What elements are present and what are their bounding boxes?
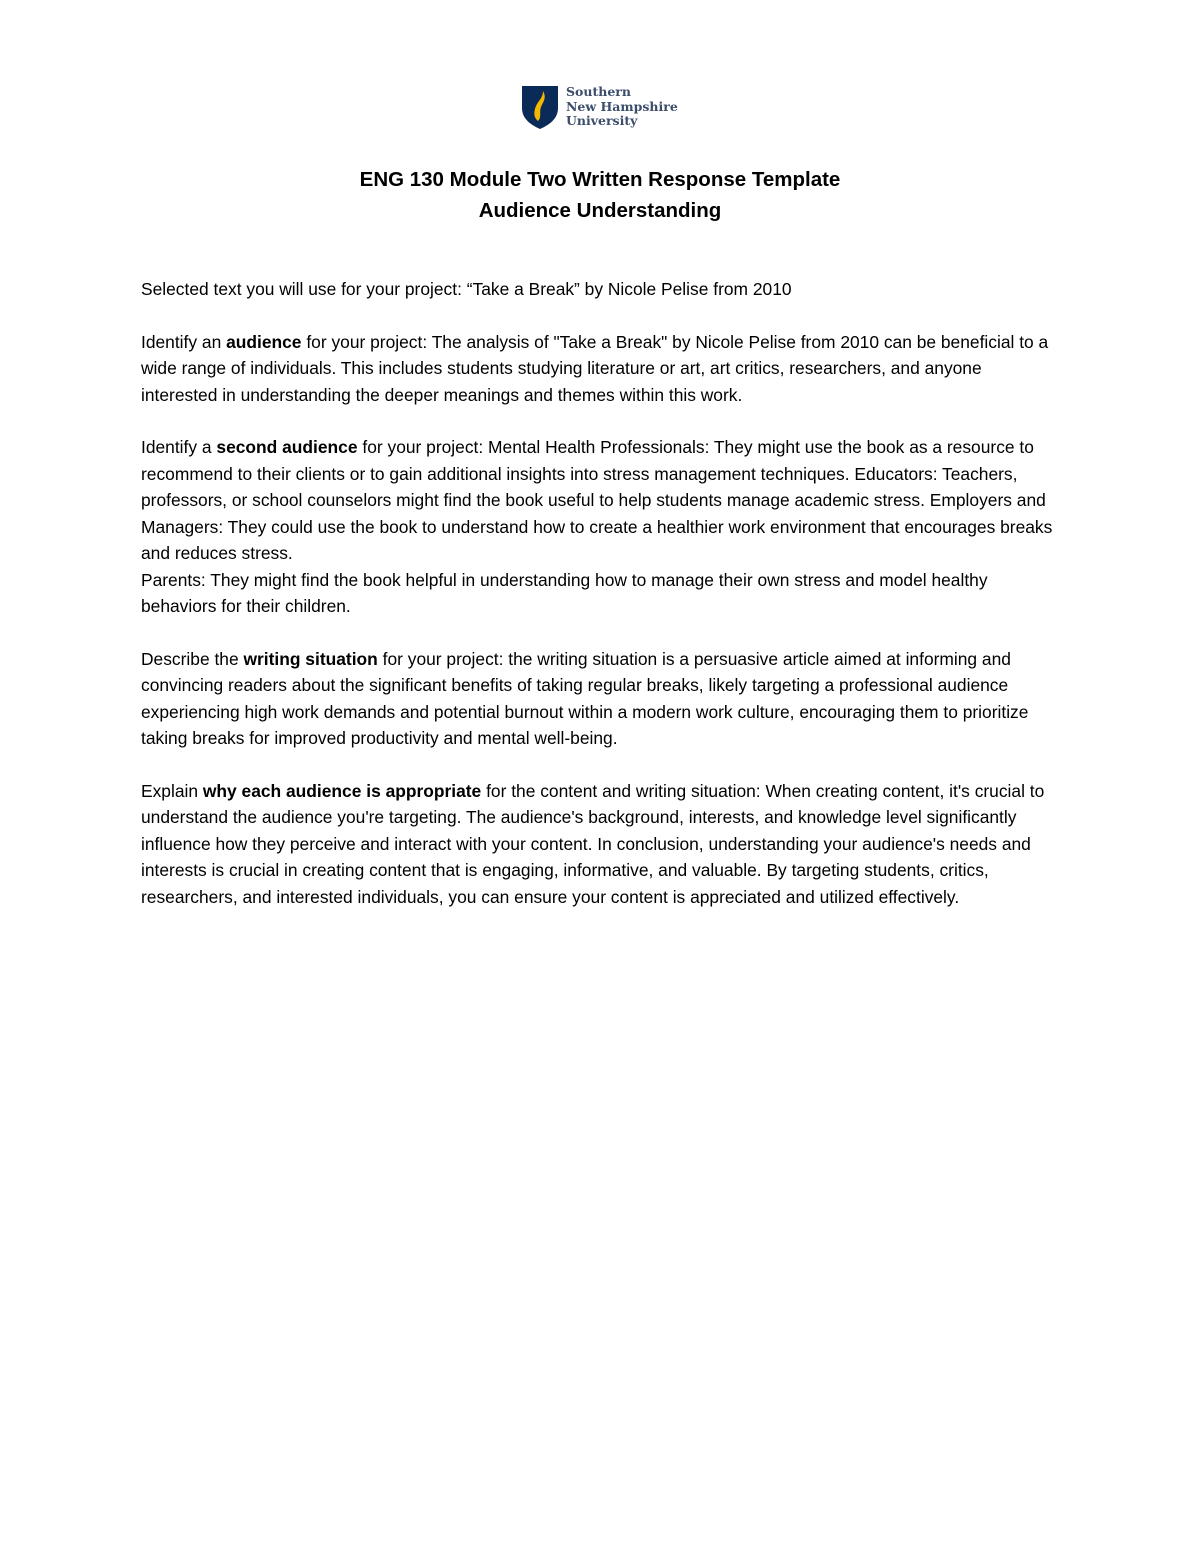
selected-text-value: “Take a Break” by Nicole Pelise from 2010 — [466, 279, 792, 299]
writing-situation-paragraph — [141, 646, 1061, 752]
logo-line-3: University — [566, 113, 638, 129]
selected-text-paragraph — [141, 276, 1061, 303]
explain-paragraph — [141, 778, 1061, 911]
writing-situation-response: the writing situation is a persuasive article aimed at informing and convincing readers about the significant benefits of taking regular breaks, likely targeting a professional audience experiencing high work demands and potential burnout within a modern work culture, encouraging them to prioritize taking breaks for improved productivity and mental well-being. — [141, 648, 1029, 748]
second-audience-response-parents: Parents: They might find the book helpful in understanding how to manage their own stress and model healthy behaviors for their children. — [141, 569, 988, 616]
audience-prompt-pre: Identify an — [141, 331, 222, 352]
writing-situation-prompt-post: for your project: — [382, 648, 504, 669]
writing-situation-prompt-pre: Describe the — [141, 648, 239, 669]
snhu-logo — [521, 84, 678, 130]
title-line-2: Audience Understanding — [478, 199, 722, 222]
second-audience-prompt-bold: second audience — [216, 437, 358, 457]
audience-paragraph — [141, 329, 1061, 409]
second-audience-prompt-pre: Identify a — [141, 437, 212, 457]
explain-response: When creating content, it's crucial to understand the audience you're targeting. The audience's background, interests, and knowledge level significantly influence how they perceive and interact with your content. In conclusion, understanding your audience's needs and interests is crucial in creating content that is engaging, informative, and valuable. By targeting students, critics, researchers, and interested individuals, you can ensure your content is appreciated and utilized effectively. — [141, 780, 1045, 907]
second-audience-prompt-post: for your project: — [362, 437, 484, 457]
logo-line-1: Southern — [566, 84, 631, 100]
audience-response: The analysis of "Take a Break" by Nicole Pelise from 2010 can be beneficial to a wide range of individuals. This includes students studying literature or art, art critics, researchers, and anyone interested in understanding the deeper meanings and themes within this work. — [141, 331, 1049, 405]
logo-line-2: New Hampshire — [566, 98, 678, 114]
explain-prompt-bold: why each audience is appropriate — [202, 780, 482, 801]
second-audience-paragraph — [141, 434, 1061, 620]
title-line-1: ENG 130 Module Two Written Response Template — [359, 168, 841, 191]
explain-prompt-post: for the content and writing situation: — [486, 780, 761, 801]
selected-text-label: Selected text you will use for your project: — [141, 279, 462, 299]
second-audience-response: Mental Health Professionals: They might use the book as a resource to recommend to their clients or to gain additional insights into stress management techniques. Educators: Teachers, professors, or school counselors might find the book useful to help students manage academic stress. Employers and Managers: They could use the book to understand how to create a healthier work environment that encourages breaks and reduces stress. — [141, 437, 1053, 563]
audience-prompt-post: for your project: — [306, 331, 428, 352]
logo-wordmark — [566, 85, 678, 129]
document-body — [141, 276, 1061, 936]
explain-prompt-pre: Explain — [141, 780, 199, 801]
document-title — [0, 164, 1200, 226]
audience-prompt-bold: audience — [226, 331, 302, 352]
shield-flame-icon — [521, 84, 559, 130]
writing-situation-prompt-bold: writing situation — [243, 648, 378, 669]
